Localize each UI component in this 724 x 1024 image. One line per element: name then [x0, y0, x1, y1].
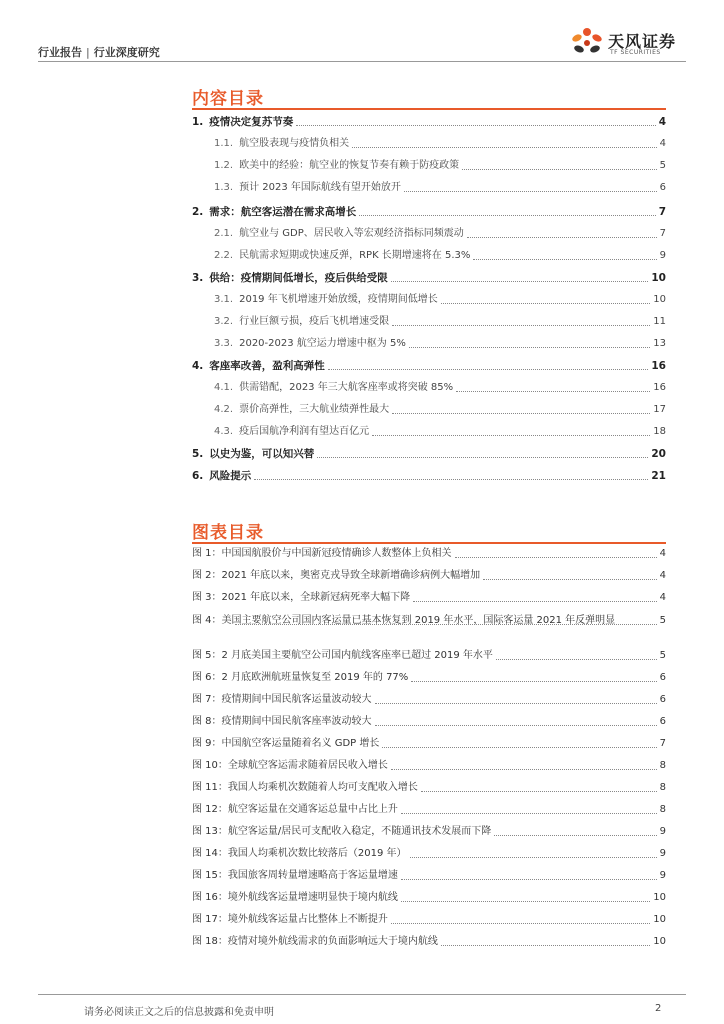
- figure-item-page: 4: [659, 548, 666, 559]
- figure-item-page: 5: [659, 650, 666, 661]
- breadcrumb-separator: |: [86, 46, 90, 59]
- dot-leader: [392, 325, 650, 326]
- figure-list-item[interactable]: [192, 848, 666, 860]
- toc-item-number: 3.: [192, 272, 204, 284]
- dot-leader: [352, 147, 657, 148]
- toc-item-page: 10: [653, 294, 666, 305]
- toc-item-number: 2.: [192, 206, 204, 218]
- footer-disclaimer: 请务必阅读正文之后的信息披露和免责申明: [84, 1007, 274, 1018]
- page-number: 2: [655, 1003, 662, 1014]
- dot-leader: [391, 923, 650, 924]
- breadcrumb-report-type: 行业报告: [38, 46, 82, 59]
- figure-list-item[interactable]: [192, 592, 666, 604]
- dot-leader: [421, 791, 657, 792]
- toc-section-link[interactable]: [214, 292, 666, 306]
- figure-item-text: 图 8：疫情期间中国民航客座率波动较大: [192, 716, 372, 727]
- company-logo: [568, 26, 688, 60]
- toc-item-page: 5: [659, 160, 666, 171]
- toc-item-number: 4.3.: [214, 426, 234, 437]
- figure-item-page: 8: [659, 782, 666, 793]
- toc-item-number: 4.1.: [214, 382, 234, 393]
- toc-item-text: 2019 年飞机增速开始放缓，疫情期间低增长: [239, 294, 438, 305]
- toc-item-text: 以史为鉴，可以知兴替: [209, 448, 315, 460]
- dot-leader: [401, 901, 650, 902]
- toc-section-link[interactable]: [214, 248, 666, 262]
- dot-leader: [391, 281, 649, 282]
- toc-chapter-link[interactable]: [192, 204, 666, 218]
- figure-item-text: 图 5：2 月底美国主要航空公司国内航线客座率已超过 2019 年水平: [192, 650, 493, 661]
- figure-item-page: 8: [659, 760, 666, 771]
- toc-item-page: 20: [651, 448, 666, 460]
- dot-leader: [441, 303, 651, 304]
- toc-section-link[interactable]: [214, 336, 666, 350]
- toc-item-page: 18: [653, 426, 666, 437]
- dot-leader: [473, 259, 656, 260]
- figure-item-page: 4: [659, 570, 666, 581]
- dot-leader: [413, 601, 656, 602]
- figure-item-page: 6: [659, 672, 666, 683]
- figure-list-item[interactable]: [192, 694, 666, 706]
- toc-item-number: 1.3.: [214, 182, 234, 193]
- figure-list-item[interactable]: [192, 892, 666, 904]
- toc-section-link[interactable]: [214, 226, 666, 240]
- toc-item-page: 7: [658, 206, 666, 218]
- dot-leader: [296, 125, 655, 126]
- dot-leader: [235, 624, 657, 625]
- figure-list-item[interactable]: [192, 760, 666, 772]
- breadcrumb-report-subtype: 行业深度研究: [93, 46, 160, 59]
- toc-item-text: 需求：航空客运潜在需求高增长: [209, 206, 357, 218]
- toc-item-number: 1.: [192, 116, 204, 128]
- dot-leader: [404, 191, 657, 192]
- toc-item-text: 票价高弹性，三大航业绩弹性最大: [239, 404, 390, 415]
- toc-item-text: 行业巨额亏损，疫后飞机增速受限: [239, 316, 390, 327]
- toc-item-text: 客座率改善，盈利高弹性: [209, 360, 325, 372]
- toc-chapter-link[interactable]: [192, 446, 666, 460]
- figure-item-text: 图 14：我国人均乘机次数比较落后（2019 年）: [192, 848, 407, 859]
- figure-list-item[interactable]: [192, 548, 666, 560]
- figure-list-item[interactable]: [192, 804, 666, 816]
- toc-section-link[interactable]: [214, 158, 666, 172]
- toc-item-number: 4.: [192, 360, 204, 372]
- toc-section-link[interactable]: [214, 314, 666, 328]
- figure-item-page: 9: [659, 826, 666, 837]
- figure-item-page: 6: [659, 694, 666, 705]
- dot-leader: [456, 391, 650, 392]
- breadcrumb: [38, 44, 160, 60]
- figure-item-text: 图 16：境外航线客运量增速明显快于境内航线: [192, 892, 398, 903]
- toc-item-page: 4: [658, 116, 666, 128]
- toc-item-number: 6.: [192, 470, 204, 482]
- toc-chapter-link[interactable]: [192, 358, 666, 372]
- toc-item-text: 2020-2023 航空运力增速中枢为 5%: [239, 338, 406, 349]
- toc-item-number: 1.1.: [214, 138, 234, 149]
- figure-item-text: 图 15：我国旅客周转量增速略高于客运量增速: [192, 870, 398, 881]
- figure-item-page: 4: [659, 592, 666, 603]
- toc-item-page: 17: [653, 404, 666, 415]
- toc-title-rule: [192, 108, 666, 110]
- toc-item-page: 21: [651, 470, 666, 482]
- toc-item-text: 供需错配，2023 年三大航客座率或将突破 85%: [239, 382, 454, 393]
- toc-chapter-link[interactable]: [192, 114, 666, 128]
- figure-item-page: 10: [653, 914, 666, 925]
- toc-item-text: 欧美中的经验：航空业的恢复节奏有赖于防疫政策: [239, 160, 460, 171]
- toc-section-link[interactable]: [214, 380, 666, 394]
- figure-item-text: 图 2：2021 年底以来，奥密克戎导致全球新增确诊病例大幅增加: [192, 570, 481, 581]
- figure-list-item[interactable]: [192, 914, 666, 926]
- dot-leader: [254, 479, 648, 480]
- logo-chinese-name: 天风证券: [608, 32, 677, 51]
- dot-leader: [392, 413, 650, 414]
- toc-chapter-link[interactable]: [192, 270, 666, 284]
- dot-leader: [494, 835, 656, 836]
- figure-item-page: 9: [659, 870, 666, 881]
- figure-list-item[interactable]: [192, 672, 666, 684]
- dot-leader: [410, 857, 657, 858]
- dot-leader: [359, 215, 655, 216]
- dot-leader: [372, 435, 650, 436]
- toc-item-text: 预计 2023 年国际航线有望开始放开: [239, 182, 401, 193]
- figure-item-text: 图 13：航空客运量/居民可支配收入稳定，不随通讯技术发展而下降: [192, 826, 492, 837]
- figure-item-text: 图 1：中国国航股价与中国新冠疫情确诊人数整体上负相关: [192, 548, 452, 559]
- dot-leader: [496, 659, 657, 660]
- toc-item-page: 16: [653, 382, 666, 393]
- figure-item-text: 图 18：疫情对境外航线需求的负面影响远大于境内航线: [192, 936, 438, 947]
- figure-list-item[interactable]: [192, 870, 666, 882]
- toc-item-text: 供给：疫情期间低增长，疫后供给受限: [209, 272, 388, 284]
- dot-leader: [409, 347, 650, 348]
- figure-list-item[interactable]: [192, 716, 666, 728]
- figure-item-text: 图 17：境外航线客运量占比整体上不断提升: [192, 914, 388, 925]
- dot-leader: [375, 703, 657, 704]
- figure-item-text: 图 9：中国航空客运量随着名义 GDP 增长: [192, 738, 380, 749]
- dot-leader: [462, 169, 657, 170]
- dot-leader: [317, 457, 648, 458]
- logo-flower-icon: [568, 26, 606, 60]
- toc-item-text: 航空业与 GDP、居民收入等宏观经济指标同频震动: [239, 228, 464, 239]
- figure-list-item[interactable]: [192, 614, 666, 627]
- dot-leader: [401, 879, 657, 880]
- figure-item-page: 10: [653, 892, 666, 903]
- figure-list-item[interactable]: [192, 570, 666, 582]
- figure-list-title-rule: [192, 542, 666, 544]
- figure-item-page: 9: [659, 848, 666, 859]
- toc-item-page: 9: [659, 250, 666, 261]
- figure-item-page: 8: [659, 804, 666, 815]
- figure-list-item[interactable]: [192, 826, 666, 838]
- toc-item-number: 2.1.: [214, 228, 234, 239]
- toc-item-number: 3.3.: [214, 338, 234, 349]
- toc-item-number: 3.1.: [214, 294, 234, 305]
- toc-item-text: 风险提示: [209, 470, 252, 482]
- figure-item-text: 图 12：航空客运量在交通客运总量中占比上升: [192, 804, 398, 815]
- toc-item-number: 4.2.: [214, 404, 234, 415]
- toc-item-text: 疫后国航净利润有望达百亿元: [239, 426, 370, 437]
- dot-leader: [483, 579, 656, 580]
- figure-list-item[interactable]: [192, 650, 666, 662]
- figure-item-text: 图 4：美国主要航空公司国内客运量已基本恢复到 2019 年水平，国际客运量 2021 年反弹明显: [192, 615, 616, 626]
- dot-leader: [401, 813, 657, 814]
- toc-section-link[interactable]: [214, 180, 666, 194]
- page-header: [0, 0, 724, 70]
- toc-item-number: 3.2.: [214, 316, 234, 327]
- toc-item-page: 7: [659, 228, 666, 239]
- figure-item-page: 7: [659, 738, 666, 749]
- toc-item-text: 航空股表现与疫情负相关: [239, 138, 350, 149]
- dot-leader: [328, 369, 649, 370]
- dot-leader: [441, 945, 650, 946]
- dot-leader: [467, 237, 657, 238]
- figure-item-text: 图 6：2 月底欧洲航班量恢复至 2019 年的 77%: [192, 672, 409, 683]
- toc-item-number: 1.2.: [214, 160, 234, 171]
- figure-item-text: 图 7：疫情期间中国民航客运量波动较大: [192, 694, 372, 705]
- figure-list-item[interactable]: [192, 738, 666, 750]
- toc-section-link[interactable]: [214, 402, 666, 416]
- footer-divider: [38, 994, 686, 995]
- dot-leader: [382, 747, 656, 748]
- figure-list-item[interactable]: [192, 936, 666, 948]
- toc-item-page: 13: [653, 338, 666, 349]
- toc-section-link[interactable]: [214, 136, 666, 150]
- header-divider: [38, 61, 686, 62]
- toc-item-page: 16: [651, 360, 666, 372]
- toc-item-number: 2.2.: [214, 250, 234, 261]
- figure-item-page: 6: [659, 716, 666, 727]
- toc-title: 内容目录: [192, 89, 264, 109]
- toc-item-page: 11: [653, 316, 666, 327]
- toc-item-number: 5.: [192, 448, 204, 460]
- toc-item-page: 4: [659, 138, 666, 149]
- toc-item-text: 民航需求短期或快速反弹，RPK 长期增速将在 5.3%: [239, 250, 471, 261]
- dot-leader: [411, 681, 656, 682]
- figure-item-page: 10: [653, 936, 666, 947]
- figure-item-text: 图 10：全球航空客运需求随着居民收入增长: [192, 760, 388, 771]
- figure-item-page: 5: [659, 615, 666, 626]
- dot-leader: [375, 725, 657, 726]
- toc-item-page: 10: [651, 272, 666, 284]
- logo-english-name: TF SECURITIES: [610, 49, 661, 56]
- figure-list-item[interactable]: [192, 782, 666, 794]
- toc-section-link[interactable]: [214, 424, 666, 438]
- figure-item-text: 图 11：我国人均乘机次数随着人均可支配收入增长: [192, 782, 418, 793]
- figure-item-text: 图 3：2021 年底以来，全球新冠病死率大幅下降: [192, 592, 411, 603]
- figure-list-title: 图表目录: [192, 523, 264, 543]
- toc-item-page: 6: [659, 182, 666, 193]
- toc-chapter-link[interactable]: [192, 468, 666, 482]
- toc-item-text: 疫情决定复苏节奏: [209, 116, 294, 128]
- dot-leader: [391, 769, 657, 770]
- dot-leader: [455, 557, 657, 558]
